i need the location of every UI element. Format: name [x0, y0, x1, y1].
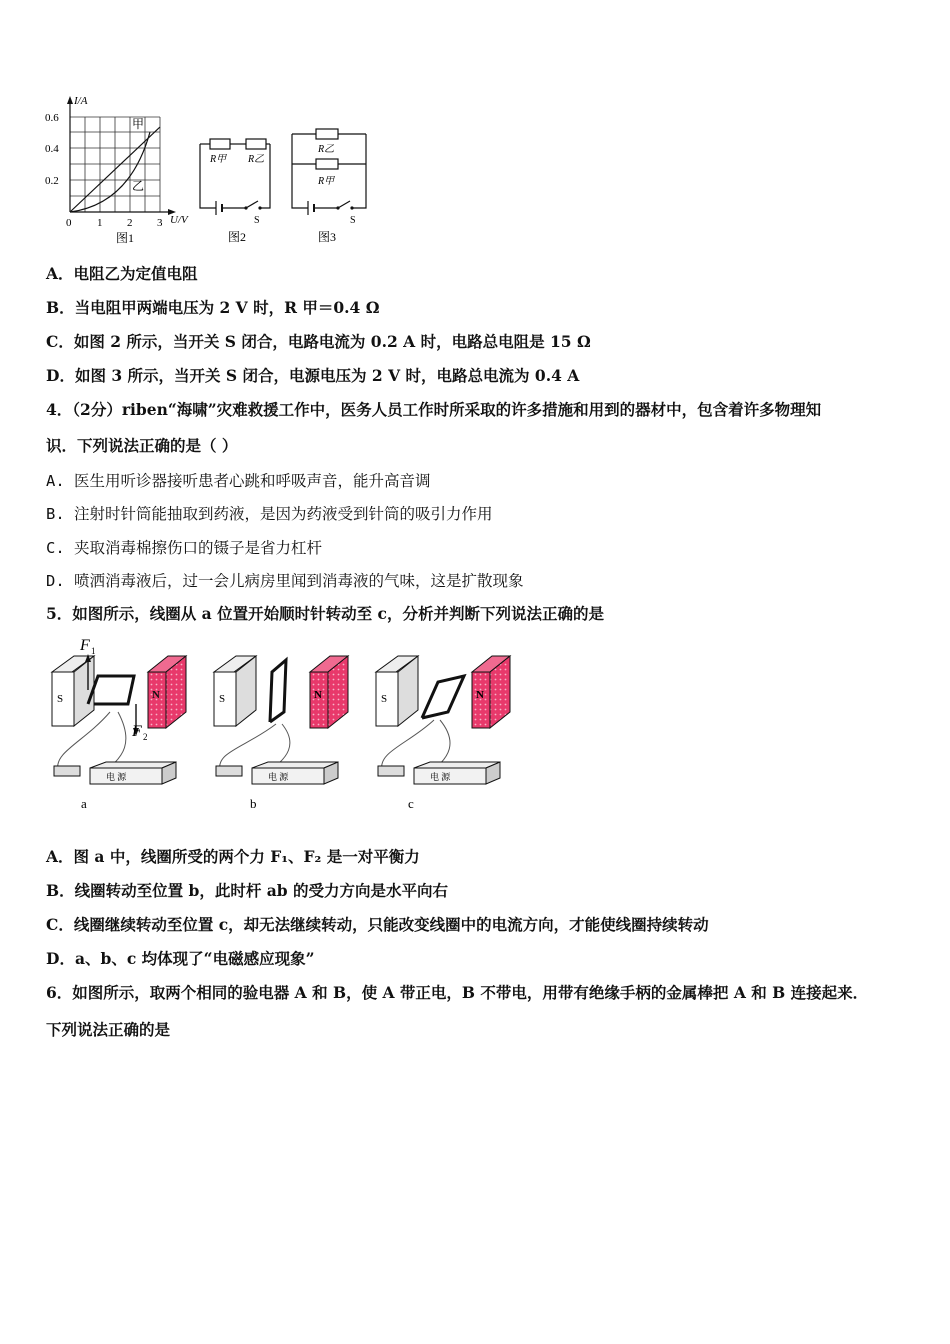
q4-option-b: B. 注射时针筒能抽取到药液，是因为药液受到针筒的吸引力作用	[46, 505, 493, 523]
q4-stem-line2: 识．下列说法正确的是（ ）	[46, 436, 238, 455]
q5-option-b: B．线圈转动至位置 b，此时杆 ab 的受力方向是水平向右	[46, 881, 449, 900]
force-f1-label: F	[80, 637, 90, 654]
figure-label: b	[250, 796, 257, 811]
motor-figure-c	[368, 632, 528, 818]
s-pole-label: S	[57, 693, 64, 705]
switch-label: S	[254, 215, 260, 226]
power-supply-label: 电 源	[268, 772, 289, 782]
n-pole-label: N	[314, 689, 322, 701]
iu-graph-figure	[40, 92, 200, 252]
s-pole-label: S	[219, 693, 226, 705]
n-pole-label: N	[476, 689, 484, 701]
y-tick: 0.4	[45, 143, 59, 155]
switch-label: S	[350, 215, 356, 226]
curve-jia-label: 甲	[132, 117, 145, 131]
x-tick: 2	[127, 217, 133, 229]
figure-caption: 图3	[318, 230, 337, 244]
resistor-label: R乙	[248, 154, 265, 165]
q4-stem-line1: 4．（2分）riben“海啸”灾难救援工作中，医务人员工作时所采取的许多措施和用到的器材中，包含着许多物理知	[46, 400, 822, 419]
force-f1-subscript: 1	[91, 646, 96, 656]
q5-option-c: C．线圈继续转动至位置 c，却无法继续转动，只能改变线圈中的电流方向，才能使线圈持续转动	[46, 915, 709, 934]
y-axis-label: I/A	[74, 95, 88, 107]
q6-stem-line2: 下列说法正确的是	[46, 1020, 171, 1039]
q4-option-a: A. 医生用听诊器接听患者心跳和呼吸声音，能升高音调	[46, 472, 431, 490]
y-tick: 0.2	[45, 175, 59, 187]
q5-option-d: D．a、b、c 均体现了“电磁感应现象”	[46, 949, 315, 968]
q3-option-d: D．如图 3 所示，当开关 S 闭合，电源电压为 2 V 时，电路总电流为 0.4 A	[46, 366, 580, 385]
figure-label: a	[81, 796, 87, 811]
s-pole-label: S	[381, 693, 388, 705]
q5-stem: 5．如图所示，线圈从 a 位置开始顺时针转动至 c，分析并判断下列说法正确的是	[46, 604, 604, 623]
power-supply-label: 电 源	[430, 772, 451, 782]
force-f2-label: F	[132, 723, 142, 740]
figure-label: c	[408, 796, 414, 811]
y-tick: 0.6	[45, 112, 59, 124]
force-f2-subscript: 2	[143, 732, 148, 742]
q3-option-c: C．如图 2 所示，当开关 S 闭合，电路电流为 0.2 A 时，电路总电阻是 15 Ω	[46, 332, 591, 351]
x-tick: 0	[66, 217, 72, 229]
motor-figure-a	[44, 632, 204, 818]
q4-option-d: D. 喷洒消毒液后，过一会儿病房里闻到消毒液的气味，这是扩散现象	[46, 572, 524, 590]
circuit-fig3	[286, 124, 376, 250]
x-axis-label: U/V	[170, 214, 188, 226]
resistor-label: R甲	[210, 154, 227, 165]
figure-caption: 图2	[228, 230, 247, 244]
motor-figure-b	[206, 632, 366, 818]
curve-yi-label: 乙	[132, 179, 145, 193]
q5-option-a: A．图 a 中，线圈所受的两个力 F₁、F₂ 是一对平衡力	[46, 847, 420, 866]
q6-stem-line1: 6．如图所示，取两个相同的验电器 A 和 B，使 A 带正电，B 不带电，用带有绝缘手柄的金属棒把 A 和 B 连接起来．	[46, 983, 869, 1002]
q3-option-b: B．当电阻甲两端电压为 2 V 时，R 甲＝0.4 Ω	[46, 298, 380, 317]
figure-caption: 图1	[116, 231, 135, 245]
q3-option-a: A．电阻乙为定值电阻	[46, 264, 198, 283]
resistor-label: R甲	[318, 176, 335, 187]
x-tick: 3	[157, 217, 163, 229]
q4-option-c: C. 夹取消毒棉擦伤口的镊子是省力杠杆	[46, 539, 322, 557]
n-pole-label: N	[152, 689, 160, 701]
circuit-fig2	[196, 130, 286, 250]
x-tick: 1	[97, 217, 103, 229]
resistor-label: R乙	[318, 144, 335, 155]
graph-grid	[70, 117, 160, 212]
power-supply-label: 电 源	[106, 772, 127, 782]
